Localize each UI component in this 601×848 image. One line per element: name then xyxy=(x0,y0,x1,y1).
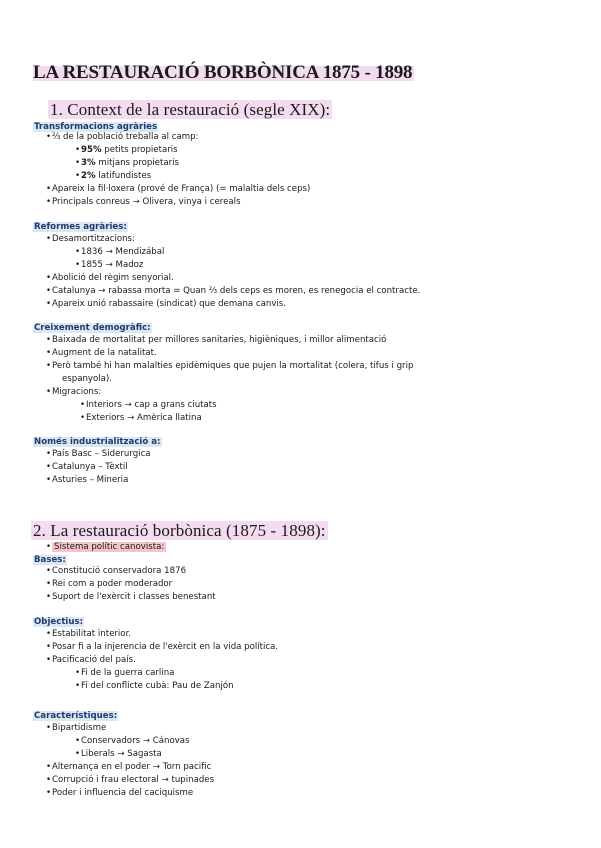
subheading-reformes: Reformes agràries: xyxy=(34,222,127,232)
list-item: • Baixada de mortalitat per millores sanitaries, higièniques, i millor alimentació xyxy=(52,334,386,346)
list-item: • 1855 → Madoz xyxy=(81,259,143,271)
list-item: • Migracions: xyxy=(52,386,101,398)
list-item: • Abolició del règim senyorial. xyxy=(52,272,174,284)
list-item: • 95% petits propietaris xyxy=(81,144,178,156)
subheading-demografic: Creixement demogràfic: xyxy=(34,323,151,333)
list-item: • Poder i influencia del caciquisme xyxy=(52,787,193,799)
subheading-industrial: Només industrialització a: xyxy=(34,437,161,447)
list-item: • País Basc – Siderurgica xyxy=(52,448,151,460)
list-item: • Exteriors → Amèrica llatina xyxy=(86,412,202,424)
list-item: • Alternança en el poder → Torn pacific xyxy=(52,761,211,773)
list-item: • Rei com a poder moderador xyxy=(52,578,172,590)
list-item: • Pacificació del país. xyxy=(52,654,136,666)
section-1-heading: 1. Context de la restauració (segle XIX): xyxy=(50,100,331,119)
subheading-objectius: Objectius: xyxy=(34,617,84,627)
list-item: • Fi de la guerra carlina xyxy=(81,667,174,679)
list-item: • 1836 → Mendizábal xyxy=(81,246,164,258)
list-item: • Augment de la natalitat. xyxy=(52,347,157,359)
list-item-highlight: • Sistema polític canovista: xyxy=(52,541,166,553)
list-item: • Principals conreus → Olivera, vinya i cereals xyxy=(52,196,241,208)
list-item: • ⅔ de la població treballa al camp: xyxy=(52,131,198,143)
list-item: • Apareix unió rabassaire (sindicat) que demana canvis. xyxy=(52,298,286,310)
list-item: • 3% mitjans propietaris xyxy=(81,157,179,169)
list-item: • Bipartidisme xyxy=(52,722,106,734)
section-2-heading: 2. La restauració borbònica (1875 - 1898): xyxy=(33,521,326,540)
subheading-caracteristiques: Característiques: xyxy=(34,711,118,721)
list-item: • Asturies – Mineria xyxy=(52,474,128,486)
list-item: • Estabilitat interior. xyxy=(52,628,131,640)
list-item: • Posar fi a la injerencia de l'exèrcit en la vida política. xyxy=(52,641,278,653)
page-title: LA RESTAURACIÓ BORBÒNICA 1875 - 1898 xyxy=(33,62,413,83)
subheading-agraries: Transformacions agràries xyxy=(34,122,158,132)
list-item: • Suport de l'exèrcit i classes benestant xyxy=(52,591,216,603)
list-item: • Interiors → cap a grans ciutats xyxy=(86,399,217,411)
list-item: • Apareix la fil·loxera (prové de França) (= malaltia dels ceps) xyxy=(52,183,310,195)
list-item: • Catalunya → rabassa morta = Quan ⅔ dels ceps es moren, es renegocia el contracte. xyxy=(52,285,420,297)
list-item: • Conservadors → Cánovas xyxy=(81,735,190,747)
list-item: • Constitució conservadora 1876 xyxy=(52,565,186,577)
list-item-continuation: espanyola). xyxy=(62,374,113,384)
list-item: • Fi del conflicte cubà: Pau de Zanjón xyxy=(81,680,234,692)
list-item: • Catalunya – Tèxtil xyxy=(52,461,128,473)
list-item: • 2% latifundistes xyxy=(81,170,151,182)
list-item: • Liberals → Sagasta xyxy=(81,748,162,760)
subheading-bases: Bases: xyxy=(34,555,66,565)
list-item: • Corrupció i frau electoral → tupinades xyxy=(52,774,214,786)
list-item: • Desamortitzacions: xyxy=(52,233,135,245)
list-item: • Però també hi han malalties epidèmiques que pujen la mortalitat (colera, tifus i grip xyxy=(52,360,413,372)
